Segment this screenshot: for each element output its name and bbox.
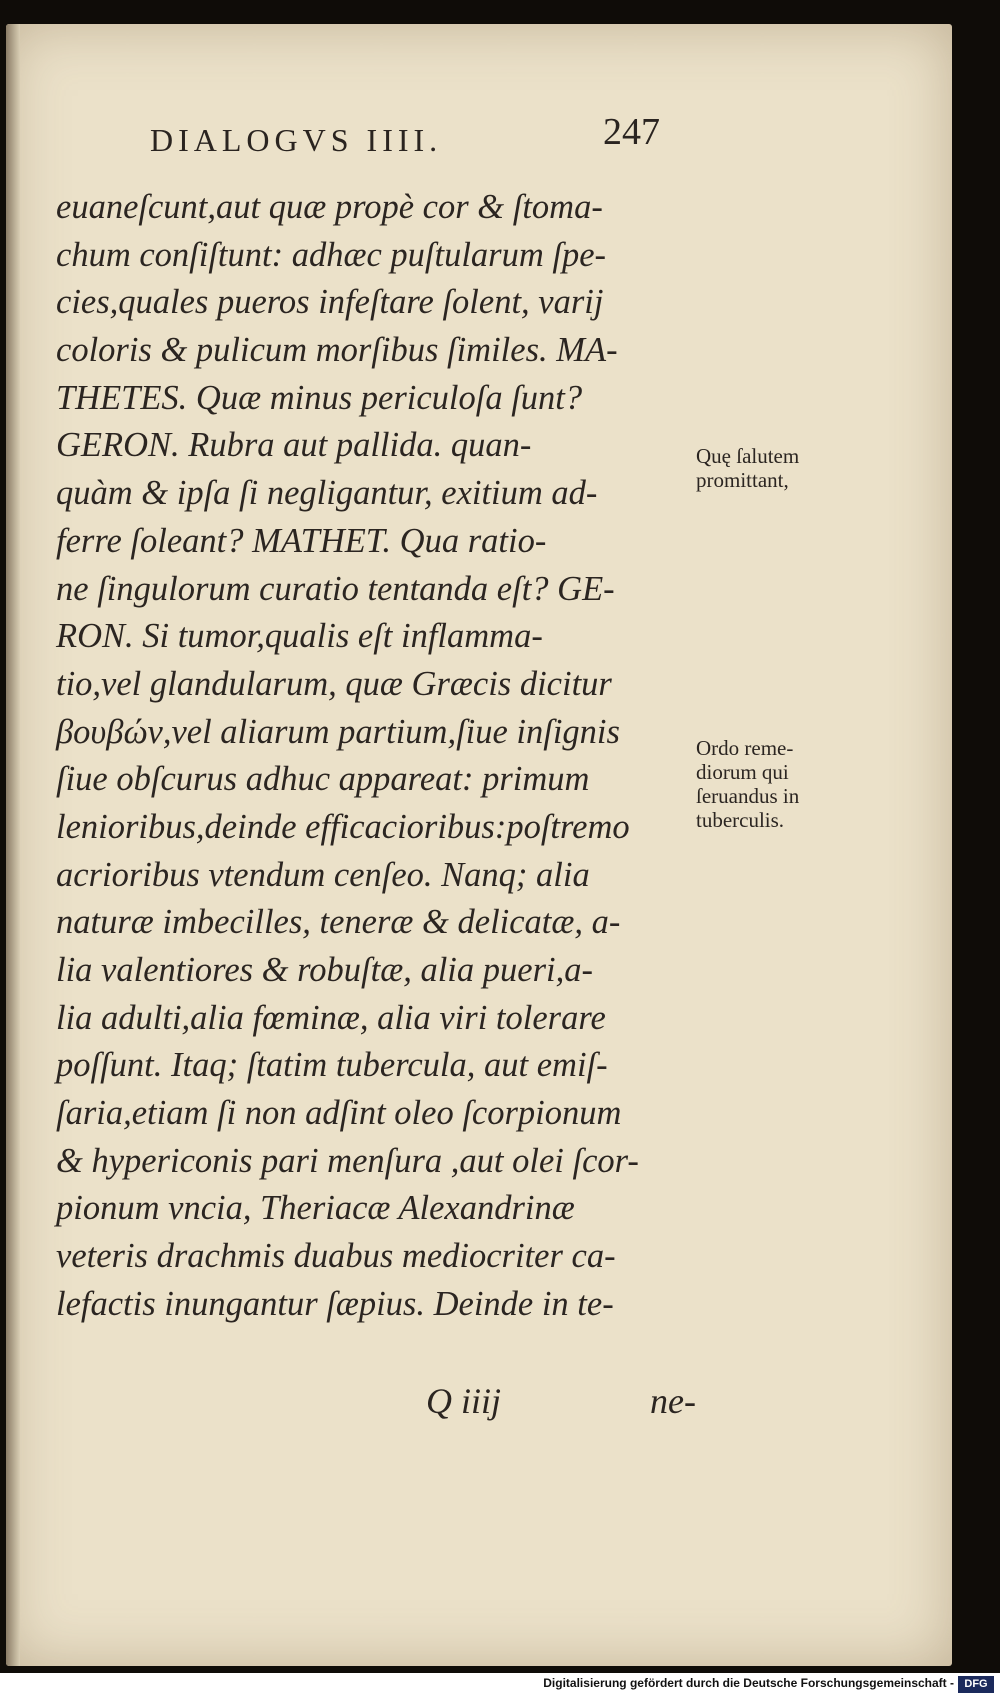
body-text — [56, 184, 696, 1329]
text-line: lenioribus,deinde efficacioribus:poſtremo — [56, 807, 630, 846]
catchword: ne- — [650, 1381, 696, 1421]
marginal-line: promittant, — [696, 468, 789, 492]
text-line: lia valentiores & robuſtæ, alia pueri,a- — [56, 951, 593, 989]
text-line: veteris drachmis duabus mediocriter ca- — [56, 1237, 616, 1276]
marginal-line: diorum qui — [696, 760, 789, 784]
marginal-note-1 — [696, 444, 876, 492]
digitization-stamp — [0, 1673, 1000, 1697]
text-line: lia adulti,alia fœminæ, alia viri tolerare — [56, 998, 606, 1037]
text-line: acrioribus vtendum cenſeo. Nanq; alia — [56, 855, 590, 894]
text-line: chum conſiſtunt: adhæc puſtularum ſpe- — [56, 235, 607, 274]
text-line: GERON. Rubra aut pallida. quan- — [56, 426, 532, 465]
text-line: coloris & pulicum morſibus ſimiles. MA- — [56, 331, 618, 370]
text-line: ſaria,etiam ſi non adſint oleo ſcorpionum — [56, 1094, 622, 1133]
marginal-line: Quę ſalutem — [696, 444, 800, 468]
page-footer — [56, 1380, 696, 1440]
marginal-line: Ordo reme- — [696, 736, 794, 760]
dfg-logo: DFG — [958, 1676, 994, 1693]
signature-mark: Q iiij — [426, 1381, 502, 1421]
marginal-line: tuberculis. — [696, 808, 785, 832]
text-line: lefactis inungantur ſæpius. Deinde in te- — [56, 1284, 614, 1323]
marginal-line: ſeruandus in — [696, 784, 800, 808]
digitization-credit: Digitalisierung gefördert durch die Deutsche Forschungsgemeinschaft - — [543, 1676, 954, 1690]
text-line: poſſunt. Itaq; ſtatim tubercula, aut emiſ- — [56, 1046, 608, 1085]
text-line: tio,vel glandularum, quæ Græcis dicitur — [56, 664, 612, 703]
page-header — [150, 110, 660, 170]
text-line: & hypericonis pari menſura ,aut olei ſcor- — [56, 1141, 639, 1180]
running-title: DIALOGVS IIII. — [150, 122, 443, 158]
text-line: cies,quales pueros infeſtare ſolent, varij — [56, 283, 604, 322]
text-line: euaneſcunt,aut quæ propè cor & ſtoma- — [56, 188, 603, 226]
text-line: THETES. Quæ minus periculoſa ſunt? — [56, 378, 583, 417]
page-number: 247 — [603, 111, 660, 153]
text-line: βουβών,vel aliarum partium,ſiue inſignis — [56, 712, 620, 751]
text-line: ne ſingulorum curatio tentanda eſt? GE- — [56, 569, 615, 608]
text-line: ferre ſoleant? MATHET. Qua ratio- — [56, 521, 547, 560]
marginal-note-2 — [696, 736, 876, 832]
text-line: naturæ imbecilles, teneræ & delicatæ, a- — [56, 903, 621, 942]
text-line: quàm & ipſa ſi negligantur, exitium ad- — [56, 474, 598, 513]
text-line: ſiue obſcurus adhuc appareat: primum — [56, 760, 590, 799]
book-page — [6, 24, 952, 1666]
text-line: pionum vncia, Theriacæ Alexandrinæ — [56, 1189, 575, 1228]
text-line: RON. Si tumor,qualis eſt inflamma- — [56, 617, 543, 656]
page-edge — [6, 24, 20, 1666]
